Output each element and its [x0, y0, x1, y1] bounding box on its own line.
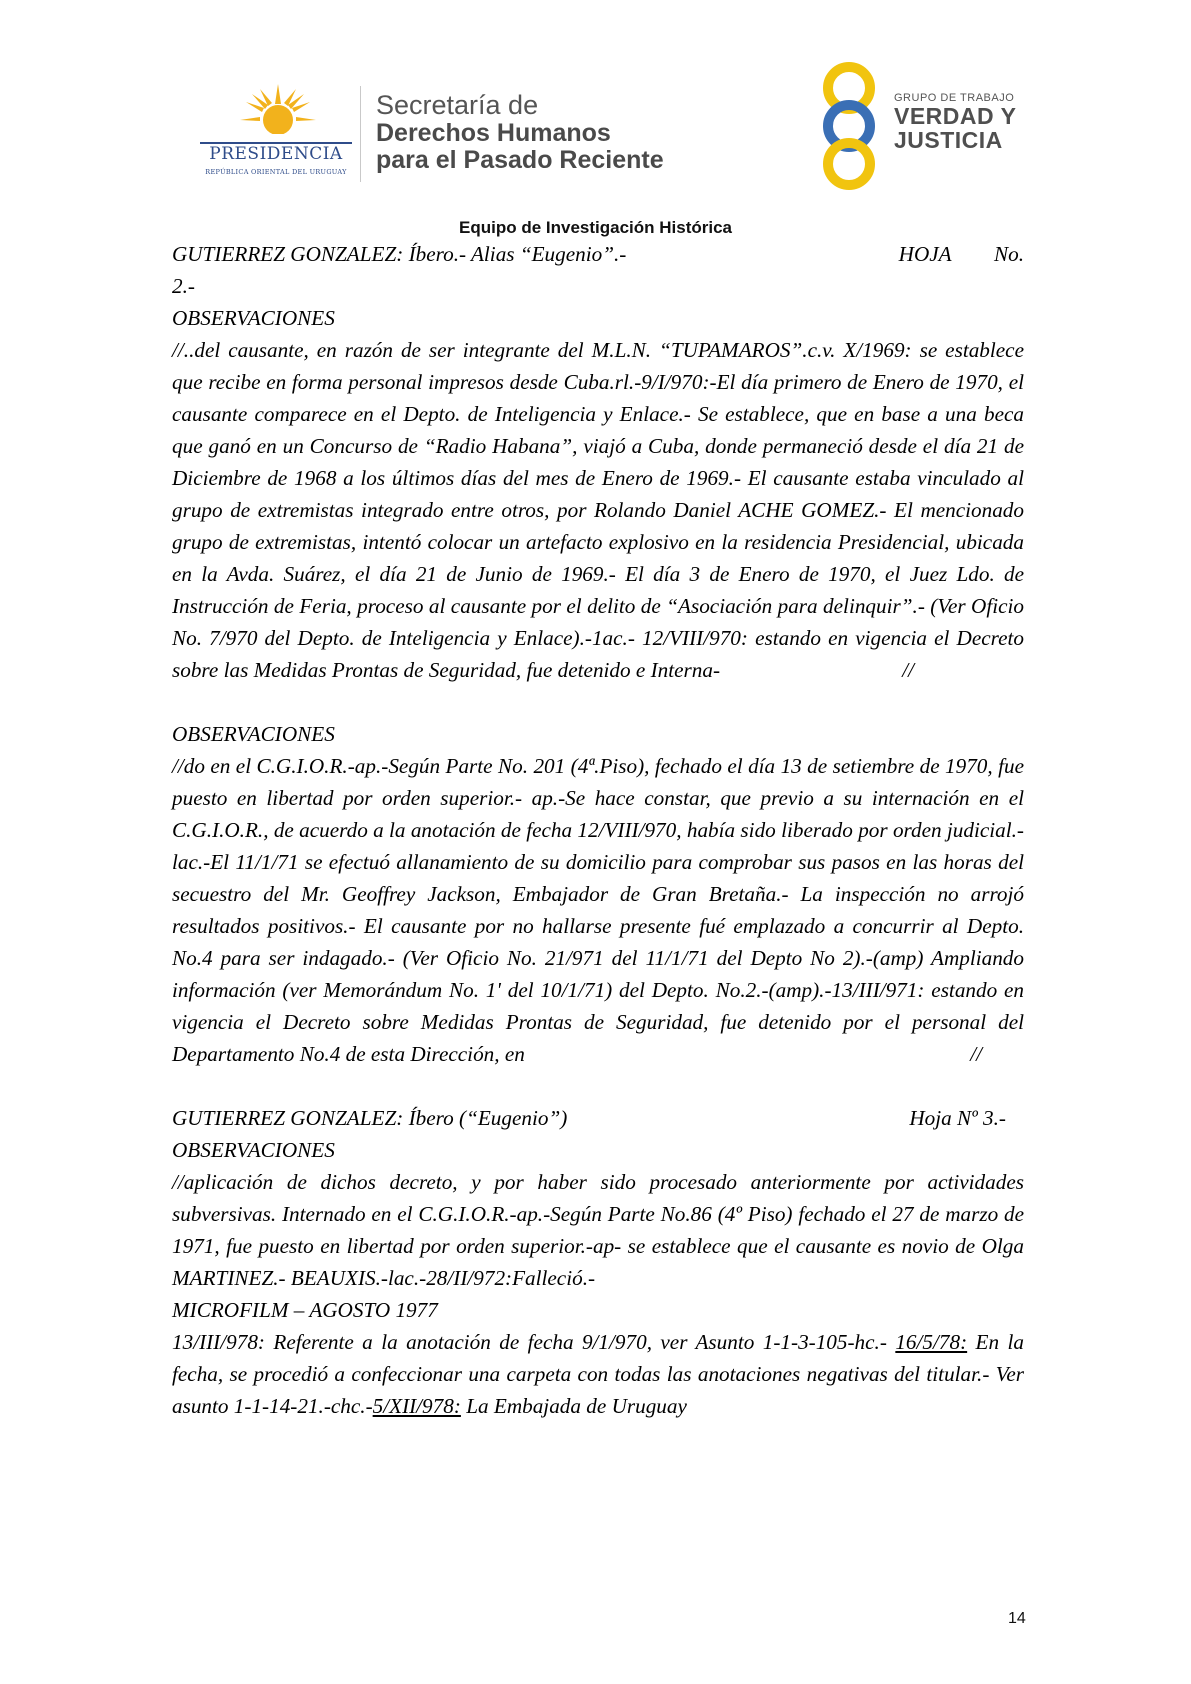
- secretaria-title: [376, 90, 664, 174]
- observaciones-heading-3: OBSERVACIONES: [172, 1138, 335, 1162]
- page-number: 14: [1008, 1610, 1026, 1627]
- observaciones-heading-2: OBSERVACIONES: [172, 722, 335, 746]
- presidencia-logo: [196, 82, 356, 192]
- sheet3-label: Hoja Nº 3.-: [909, 1106, 1006, 1130]
- rings-icon: [812, 62, 886, 192]
- secretaria-line1: Secretaría de: [376, 90, 539, 120]
- grupo-line3: JUSTICIA: [894, 127, 1003, 153]
- grupo-line2: VERDAD Y: [894, 103, 1017, 129]
- sheet2-header: [172, 238, 1024, 270]
- paragraph-4-b: En la fecha, se procedió a confeccionar una carpeta con todas las anotaciones negativas del titular.- Ver asunto 1-1-14-21.-chc.-: [172, 1330, 1024, 1418]
- date-16-5-78: 16/5/78:: [895, 1330, 968, 1354]
- document-body: [172, 238, 1024, 1422]
- paragraph-3: //aplicación de dichos decreto, y por haber sido procesado anteriormente por actividades subversivas. Internado en el C.G.I.O.R.-ap.-Según Parte No.86 (4º Piso) fechado el 27 de marzo de 1971, fue puesto en libertad por orden superior.-ap- se establece que el causante es novio de Olga MARTINEZ.- BEAUXIS.-lac.-28/II/972:Falleció.-: [172, 1170, 1024, 1290]
- sheet2-hoja: HOJA: [898, 242, 952, 266]
- paragraph-4-c: La Embajada de Uruguay: [460, 1394, 687, 1418]
- verdad-justicia-logo: [812, 62, 1032, 192]
- presidencia-subtitle: REPÚBLICA ORIENTAL DEL URUGUAY: [205, 168, 347, 176]
- sheet2-subject: GUTIERREZ GONZALEZ: Íbero.- Alias “Eugenio”.-: [172, 242, 627, 266]
- header-divider: [360, 86, 361, 182]
- sheet2-no: No.: [993, 242, 1024, 266]
- continuation-mark-1: //: [902, 658, 914, 682]
- paragraph-1: [172, 334, 1024, 686]
- sun-icon: [238, 82, 318, 144]
- secretaria-line3: para el Pasado Reciente: [376, 146, 664, 174]
- microfilm-heading: MICROFILM – AGOSTO 1977: [172, 1298, 438, 1322]
- team-title: Equipo de Investigación Histórica: [459, 218, 732, 237]
- sheet2-number: 2.-: [172, 274, 195, 298]
- paragraph-4-a: 13/III/978: Referente a la anotación de fecha 9/1/970, ver Asunto 1-1-3-105-hc.-: [172, 1330, 887, 1354]
- sheet2-label: [899, 238, 1024, 270]
- verdad-justicia-text: [894, 92, 1016, 152]
- paragraph-2-text: //do en el C.G.I.O.R.-ap.-Según Parte No. 201 (4ª.Piso), fechado el día 13 de setiembre de 1970, fue puesto en libertad por orden superior.- ap.-Se hace constar, que previo a su internación en el C.G.I.O.R., de acuerdo a la anotación de fecha 12/VIII/970, había sido liberado por orden judicial.-lac.-El 11/1/71 se efectuó allanamiento de su domicilio para comprobar sus pasos en las horas del secuestro del Mr. Geoffrey Jackson, Embajador de Gran Bretaña.- La inspección no arrojó resultados positivos.- El causante por no hallarse presente fué emplazado a concurrir al Depto. No.4 para ser indagado.- (Ver Oficio No. 21/971 del 11/1/71 del Depto No 2).-(amp) Ampliando información (ver Memorándum No. 1' del 10/1/71) del Depto. No.2.-(amp).-13/III/971: estando en vigencia el Decreto sobre Medidas Prontas de Seguridad, fue detenido por el personal del Departamento No.4 de esta Dirección, en: [172, 754, 1024, 1066]
- presidencia-name: PRESIDENCIA: [209, 144, 343, 164]
- sheet3-header: [172, 1102, 1024, 1134]
- paragraph-2: [172, 750, 1024, 1070]
- page-header: [0, 0, 1191, 220]
- secretaria-line2: Derechos Humanos: [376, 119, 611, 147]
- continuation-mark-2: //: [970, 1042, 982, 1066]
- paragraph-4: [172, 1326, 1024, 1422]
- paragraph-1-text: //..del causante, en razón de ser integrante del M.L.N. “TUPAMAROS”.c.v. X/1969: se establece que recibe en forma personal impresos desde Cuba.rl.-9/I/970:-El día primero de Enero de 1970, el causante comparece en el Depto. de Inteligencia y Enlace.- Se establece, que en base a una beca que ganó en un Concurso de “Radio Habana”, viajó a Cuba, donde permaneció desde el día 21 de Diciembre de 1968 a los últimos días del mes de Enero de 1969.- El causante estaba vinculado al grupo de extremistas integrado entre otros, por Rolando Daniel ACHE GOMEZ.- El mencionado grupo de extremistas, intentó colocar un artefacto explosivo en la residencia Presidencial, ubicada en la Avda. Suárez, el día 21 de Junio de 1969.- El día 3 de Enero de 1970, el Juez Ldo. de Instrucción de Feria, proceso al causante por el delito de “Asociación para delinquir”.- (Ver Oficio No. 7/970 del Depto. de Inteligencia y Enlace).-1ac.- 12/VIII/970: estando en vigencia el Decreto sobre las Medidas Prontas de Seguridad, fue detenido e Interna-: [172, 338, 1024, 682]
- grupo-line1: GRUPO DE TRABAJO: [894, 92, 1015, 104]
- date-5-xii-978: 5/XII/978:: [372, 1394, 461, 1418]
- observaciones-heading-1: OBSERVACIONES: [172, 306, 335, 330]
- sheet3-subject: GUTIERREZ GONZALEZ: Íbero (“Eugenio”): [172, 1106, 568, 1130]
